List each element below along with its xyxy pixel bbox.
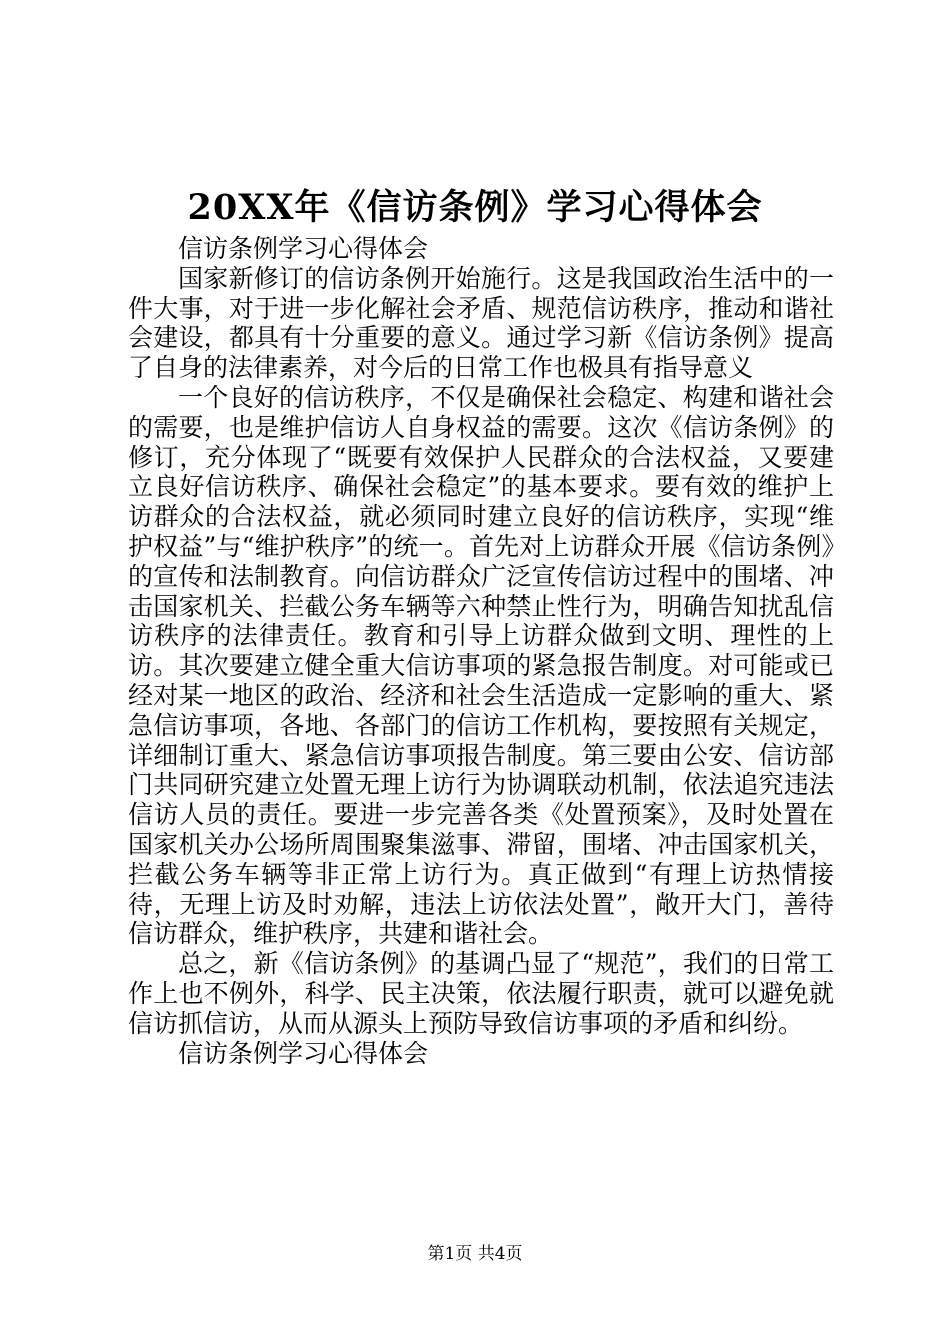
- page-number-footer: 第1页 共4页: [427, 1244, 523, 1264]
- body-paragraph: 一个良好的信访秩序，不仅是确保社会稳定、构建和谐社会的需要，也是维护信访人自身权益的需要。这次《信访条例》的修订，充分体现了“既要有效保护人民群众的合法权益，又要建立良好信访秩序、确保社会稳定”的基本要求。要有效的维护上访群众的合法权益，就必须同时建立良好的信访秩序，实现“维护权益”与“维护秩序”的统一。首先对上访群众开展《信访条例》的宣传和法制教育。向信访群众广泛宣传信访过程中的围堵、冲击国家机关、拦截公务车辆等六种禁止性行为，明确告知扰乱信访秩序的法律责任。教育和引导上访群众做到文明、理性的上访。其次要建立健全重大信访事项的紧急报告制度。对可能或已经对某一地区的政治、经济和社会生活造成一定影响的重大、紧急信访事项，各地、各部门的信访工作机构，要按照有关规定，详细制订重大、紧急信访事项报告制度。第三要由公安、信访部门共同研究建立处置无理上访行为协调联动机制，依法追究违法信访人员的责任。要进一步完善各类《处置预案》，及时处置在国家机关办公场所周围聚集滋事、滞留，围堵、冲击国家机关，拦截公务车辆等非正常上访行为。真正做到“有理上访热情接待，无理上访及时劝解，违法上访依法处置”，敞开大门，善待信访群众，维护秩序，共建和谐社会。: [128, 382, 834, 949]
- body-paragraph: 总之，新《信访条例》的基调凸显了“规范”，我们的日常工作上也不例外，科学、民主决策，依法履行职责，就可以避免就信访抓信访，从而从源头上预防导致信访事项的矛盾和纠纷。: [128, 949, 834, 1038]
- document-body: [128, 234, 834, 1068]
- body-paragraph: 信访条例学习心得体会: [178, 234, 429, 263]
- body-paragraph: 信访条例学习心得体会: [178, 1038, 429, 1068]
- document-title: 20XX年《信访条例》学习心得体会: [187, 187, 763, 228]
- body-paragraph: 国家新修订的信访条例开始施行。这是我国政治生活中的一件大事，对于进一步化解社会矛盾、规范信访秩序，推动和谐社会建设，都具有十分重要的意义。通过学习新《信访条例》提高了自身的法律素养，对今后的日常工作也极具有指导意义: [128, 263, 834, 383]
